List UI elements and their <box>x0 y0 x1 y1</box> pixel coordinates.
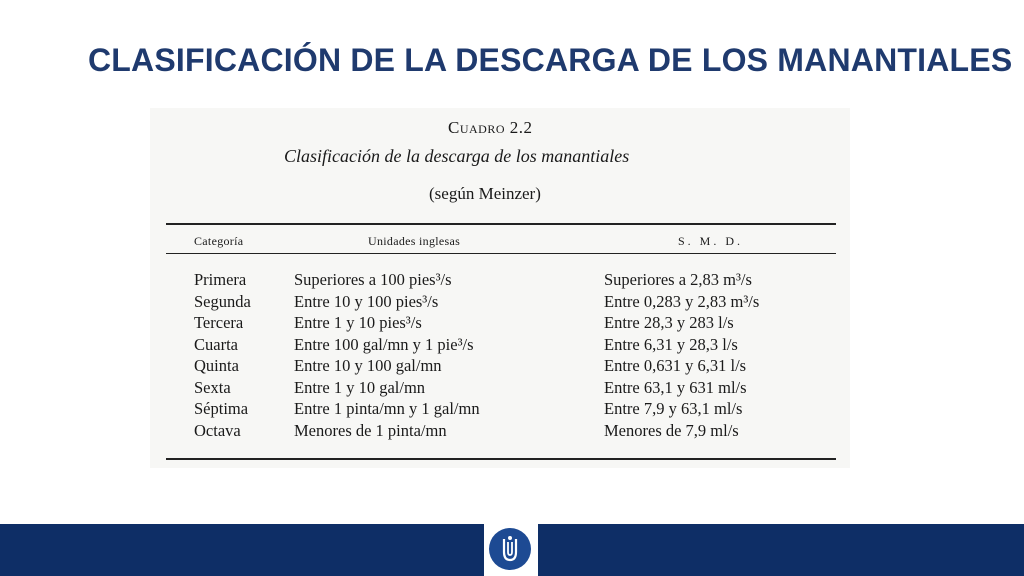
cell-smd: Superiores a 2,83 m³/s <box>604 270 752 289</box>
table-top-rule <box>166 223 836 225</box>
cell-category: Tercera <box>194 313 244 332</box>
cell-smd: Entre 7,9 y 63,1 ml/s <box>604 399 743 418</box>
table-body <box>150 270 850 442</box>
cell-category: Octava <box>194 420 241 440</box>
table-bottom-rule <box>166 458 836 460</box>
cell-category: Séptima <box>194 399 249 418</box>
cell-category: Cuarta <box>194 334 238 354</box>
university-seal-icon <box>489 528 531 570</box>
table-row <box>150 270 850 292</box>
cell-english-units: Entre 10 y 100 gal/mn <box>294 356 442 375</box>
cell-english-units: Entre 10 y 100 pies³/s <box>294 291 439 311</box>
cell-category: Sexta <box>194 377 231 397</box>
header-english-units: Unidades inglesas <box>368 234 461 248</box>
slide-title: CLASIFICACIÓN DE LA DESCARGA DE LOS MANANTIALES <box>88 42 1013 78</box>
cell-english-units: Entre 1 pinta/mn y 1 gal/mn <box>294 399 480 418</box>
table-row <box>150 313 850 335</box>
cell-category: Quinta <box>194 356 239 375</box>
header-category: Categoría <box>194 234 244 248</box>
cell-english-units: Entre 1 y 10 pies³/s <box>294 313 422 332</box>
cell-category: Segunda <box>194 291 251 311</box>
cell-smd: Entre 28,3 y 283 l/s <box>604 313 734 332</box>
cell-english-units: Entre 100 gal/mn y 1 pie³/s <box>294 334 474 354</box>
scanned-table-image <box>150 108 850 468</box>
cell-smd: Entre 6,31 y 28,3 l/s <box>604 334 738 354</box>
cell-smd: Entre 0,283 y 2,83 m³/s <box>604 291 760 311</box>
table-row <box>150 378 850 400</box>
table-title: Clasificación de la descarga de los manantiales <box>284 146 630 166</box>
cell-english-units: Entre 1 y 10 gal/mn <box>294 377 426 397</box>
table-header-rule <box>166 253 836 254</box>
cell-category: Primera <box>194 270 247 289</box>
cell-smd: Entre 0,631 y 6,31 l/s <box>604 356 747 375</box>
table-row <box>150 356 850 378</box>
table-number: Cuadro 2.2 <box>448 118 533 137</box>
table-row <box>150 399 850 421</box>
header-smd: S. M. D. <box>678 234 744 248</box>
table-row <box>150 421 850 443</box>
table-subtitle: (según Meinzer) <box>429 184 541 203</box>
cell-smd: Entre 63,1 y 631 ml/s <box>604 377 747 397</box>
cell-english-units: Menores de 1 pinta/mn <box>294 420 447 440</box>
cell-smd: Menores de 7,9 ml/s <box>604 420 739 440</box>
table-row <box>150 335 850 357</box>
cell-english-units: Superiores a 100 pies³/s <box>294 270 452 289</box>
table-row <box>150 292 850 314</box>
